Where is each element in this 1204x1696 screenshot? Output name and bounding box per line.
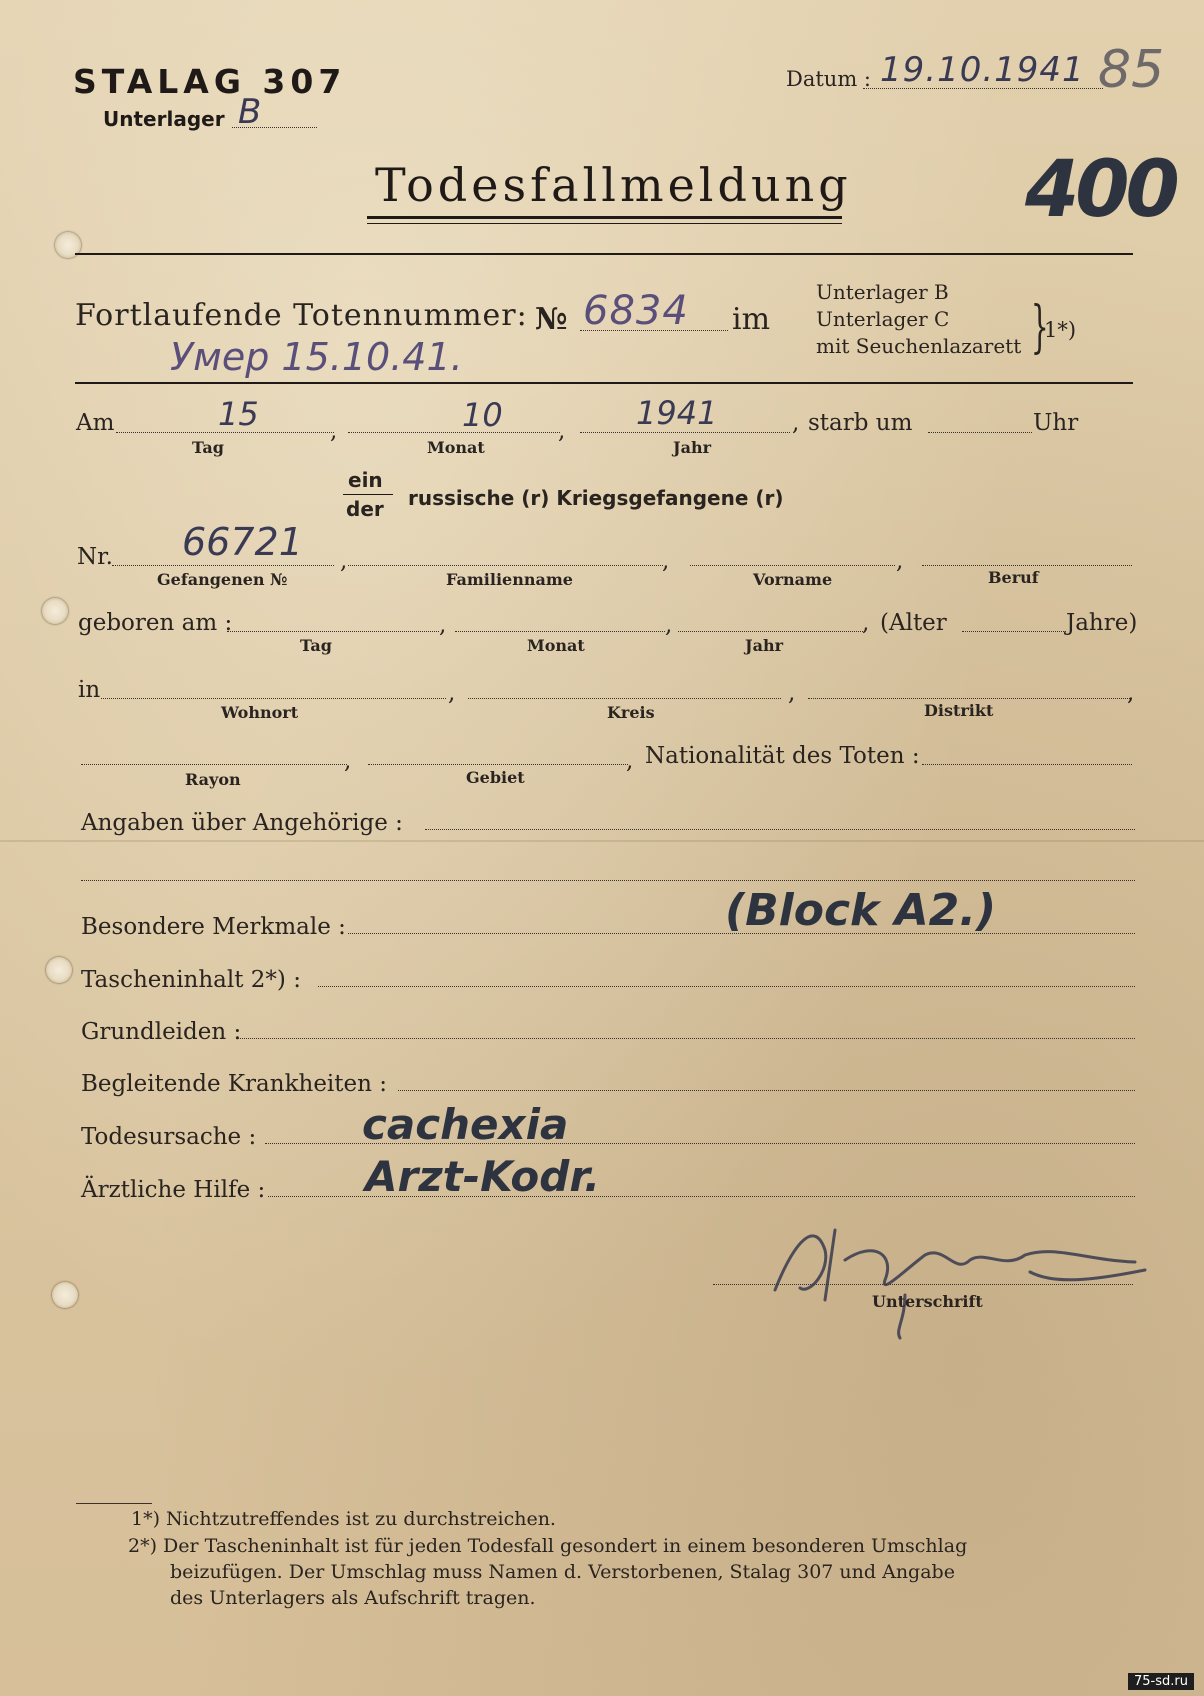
comma: ,: [330, 418, 338, 444]
option-divider: [343, 494, 393, 495]
aerztliche-label: Ärztliche Hilfe :: [81, 1177, 266, 1203]
time-line: [928, 432, 1032, 433]
grundleiden-label: Grundleiden :: [81, 1019, 242, 1045]
jahre-label: Jahre): [1066, 610, 1138, 636]
merkmale-label: Besondere Merkmale :: [81, 914, 346, 940]
footnote-2-line-2: beizufügen. Der Umschlag muss Namen d. Verstorbenen, Stalag 307 und Angabe: [170, 1561, 955, 1583]
comma: ,: [558, 418, 566, 444]
merkmale-value: (Block A2.): [725, 885, 997, 936]
rayon-line: [81, 764, 347, 765]
comma: ,: [448, 680, 456, 706]
kreis-caption: Kreis: [607, 703, 655, 722]
comma: ,: [788, 680, 796, 706]
birth-monat-caption: Monat: [527, 636, 585, 655]
birth-jahr-caption: Jahr: [745, 636, 783, 655]
jahr-caption: Jahr: [673, 438, 711, 457]
monat-caption: Monat: [427, 438, 485, 457]
birth-month-line: [455, 631, 665, 632]
separator-rule: [75, 253, 1133, 255]
month-line: [348, 432, 560, 433]
signature-scribble: [755, 1200, 1155, 1340]
lager-option: Unterlager B: [816, 280, 949, 304]
birth-day-line: [227, 631, 439, 632]
comma: ,: [665, 612, 673, 638]
comma: ,: [439, 612, 447, 638]
prisoner-number-line: [112, 565, 334, 566]
big-number: 400: [1025, 145, 1176, 235]
comma: ,: [626, 748, 634, 774]
uhr-label: Uhr: [1033, 410, 1079, 436]
signature-line: [713, 1284, 1133, 1285]
im-label: im: [732, 302, 771, 337]
ein-option: ein: [348, 468, 383, 492]
separator-rule: [75, 382, 1133, 384]
lager-options: [816, 279, 1021, 360]
distrikt-line: [808, 698, 1130, 699]
year-line: [580, 432, 790, 433]
footnote-rule: [76, 1503, 152, 1504]
paper-fold: [0, 840, 1204, 842]
datum-value: 19.10.1941: [880, 50, 1085, 90]
familienname-line: [348, 565, 663, 566]
der-option: der: [346, 497, 384, 521]
wohnort-line: [101, 698, 446, 699]
rayon-caption: Rayon: [185, 770, 241, 789]
am-label: Am: [76, 410, 115, 436]
aerztliche-value: Arzt-Kodr.: [365, 1152, 601, 1201]
document-title: Todesfallmeldung: [375, 158, 852, 212]
prisoner-number-value: 66721: [182, 520, 303, 564]
begleitende-line: [398, 1090, 1135, 1091]
vorname-caption: Vorname: [753, 570, 833, 589]
death-day-value: 15: [218, 395, 259, 433]
angehoerige-line-2: [81, 880, 1135, 881]
angehoerige-label: Angaben über Angehörige :: [81, 810, 403, 836]
alter-label: (Alter: [880, 610, 947, 636]
totennummer-value: 6834: [583, 288, 689, 334]
footnote-mark: 1*): [1044, 318, 1077, 342]
comma: ,: [792, 410, 800, 436]
familienname-caption: Familienname: [446, 570, 573, 589]
wohnort-caption: Wohnort: [221, 703, 299, 722]
in-label: in: [78, 677, 101, 703]
kreis-line: [468, 698, 781, 699]
birth-year-line: [678, 631, 863, 632]
unterlager-value: B: [238, 92, 262, 132]
tascheninhalt-line: [318, 986, 1135, 987]
todesursache-value: cachexia: [362, 1100, 569, 1149]
datum-label: Datum :: [786, 67, 871, 91]
comma: ,: [1127, 680, 1135, 706]
geboren-label: geboren am :: [78, 610, 233, 636]
beruf-line: [922, 565, 1132, 566]
punch-hole: [42, 598, 68, 624]
title-underline: [367, 216, 842, 219]
nationalitaet-label: Nationalität des Toten :: [645, 743, 920, 769]
angehoerige-line: [425, 829, 1135, 830]
prisoner-type: russische (r) Kriegsgefangene (r): [408, 486, 784, 510]
title-underline: [367, 223, 842, 224]
comma: ,: [344, 748, 352, 774]
distrikt-caption: Distrikt: [924, 701, 994, 720]
birth-tag-caption: Tag: [300, 636, 332, 655]
comma: ,: [896, 548, 904, 574]
footnote-2-line-3: des Unterlagers als Aufschrift tragen.: [170, 1587, 536, 1609]
lager-option: Unterlager C: [816, 307, 950, 331]
watermark: 75-sd.ru: [1128, 1673, 1194, 1690]
number-sign: №: [535, 302, 568, 337]
todesursache-label: Todesursache :: [81, 1124, 257, 1150]
camp-title: STALAG 307: [73, 62, 347, 101]
grundleiden-line: [238, 1038, 1135, 1039]
comma: ,: [662, 548, 670, 574]
comma: ,: [340, 548, 348, 574]
died-note: Умер 15.10.41.: [170, 335, 463, 379]
vorname-line: [690, 565, 895, 566]
footnote-1: 1*) Nichtzutreffendes ist zu durchstreichen.: [131, 1508, 556, 1530]
death-year-value: 1941: [636, 394, 718, 432]
brace: }: [1030, 295, 1049, 360]
nr-label: Nr.: [77, 544, 113, 570]
corner-number: 85: [1098, 40, 1165, 100]
death-month-value: 10: [462, 396, 503, 434]
age-line: [962, 631, 1066, 632]
gefangenen-caption: Gefangenen №: [157, 570, 288, 589]
signature-caption: Unterschrift: [872, 1292, 983, 1311]
gebiet-caption: Gebiet: [466, 768, 525, 787]
punch-hole: [52, 1282, 78, 1308]
begleitende-label: Begleitende Krankheiten :: [81, 1071, 388, 1097]
tascheninhalt-label: Tascheninhalt 2*) :: [81, 967, 301, 993]
gebiet-line: [368, 764, 628, 765]
tag-caption: Tag: [192, 438, 224, 457]
unterlager-label: Unterlager: [103, 107, 225, 131]
punch-hole: [46, 957, 72, 983]
starb-um-label: starb um: [808, 410, 913, 436]
comma: ,: [862, 610, 870, 636]
beruf-caption: Beruf: [988, 568, 1039, 587]
footnote-2-line-1: 2*) Der Tascheninhalt ist für jeden Todesfall gesondert in einem besonderen Umschlag: [128, 1535, 968, 1557]
lager-option: mit Seuchenlazarett: [816, 334, 1022, 358]
totennummer-label: Fortlaufende Totennummer:: [75, 298, 528, 333]
nationalitaet-line: [922, 764, 1132, 765]
